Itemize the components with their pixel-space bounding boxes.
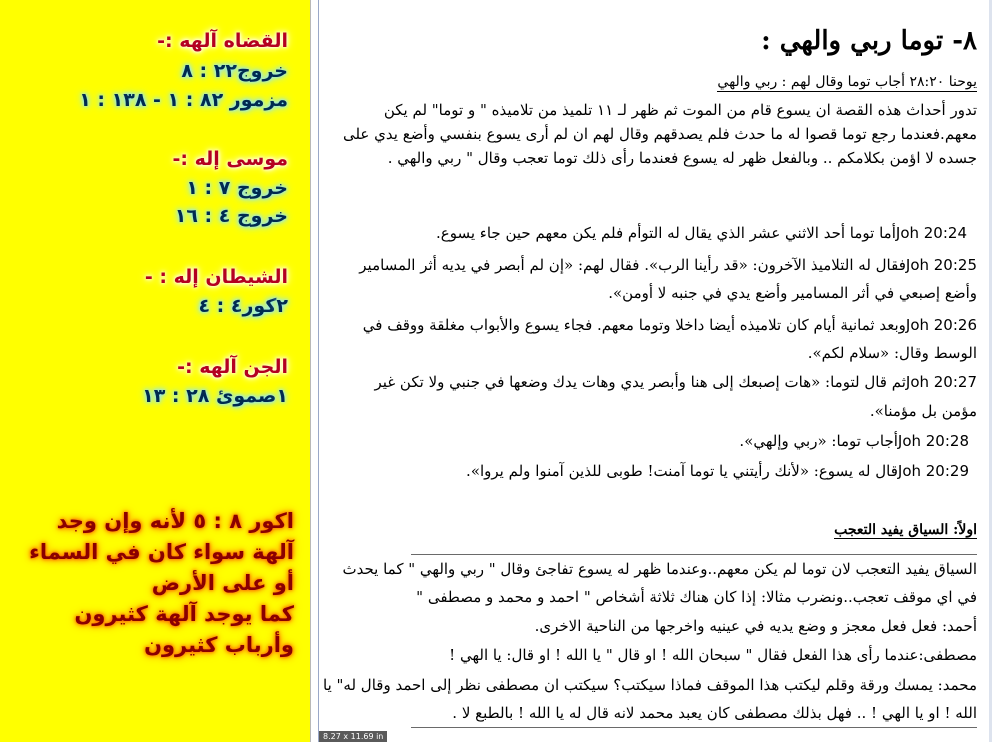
verse-line bbox=[436, 224, 967, 242]
verse-line bbox=[739, 432, 969, 450]
verse-ref: Joh 20:29 bbox=[897, 462, 969, 480]
sidebar-panel bbox=[0, 0, 311, 742]
quote-line: اكور ٨ : ٥ لأنه وإن وجد bbox=[56, 509, 294, 533]
body-line: مصطفى:عندما رأى هذا الفعل فقال " سبحان الله ! او قال " يا الله ! او قال: يا الهي ! bbox=[449, 646, 977, 664]
intro-line: جسده لا اؤمن بكلامكم .. وبالفعل ظهر له يسوع فعندما رأى ذلك توما تعجب وقال " ربي والهي . bbox=[387, 149, 977, 167]
verse-text: ثم قال لتوما: «هات إصبعك إلى هنا وأبصر يدي وهات يدك وضعها في جنبي ولا تكن غير bbox=[374, 373, 906, 391]
body-line: السياق يفيد التعجب لان توما لم يكن معهم..وعندما ظهر له يسوع تفاجئ وقال " ربي والهي " كما يحدث bbox=[342, 560, 977, 578]
verse-text: فقال له التلاميذ الآخرون: «قد رأينا الرب». فقال لهم: «إن لم أبصر في يديه أثر المسامير bbox=[359, 256, 906, 274]
quote-line: كما يوجد آلهة كثيرون bbox=[74, 602, 294, 626]
body-block bbox=[411, 554, 977, 728]
verse-line bbox=[466, 462, 969, 480]
verse-text: قال له يسوع: «لأنك رأيتني يا توما آمنت! طوبى للذين آمنوا ولم يروا». bbox=[466, 462, 898, 480]
document-subheading: يوحنا ٢٨:٢٠ أجاب توما وقال لهم : ربي والهي bbox=[717, 74, 977, 90]
sidebar-ref: مزمور ٨٢ : ١ - ١٣٨ : ١ bbox=[79, 89, 288, 111]
document-title: ٨- توما ربي والهي : bbox=[761, 26, 977, 56]
intro-line: تدور أحداث هذه القصة ان يسوع قام من الموت ثم ظهر لـ ١١ تلميذ من تلاميذه " و توما" لم يكن bbox=[383, 101, 977, 119]
sidebar-heading-moses: موسى إله :- bbox=[172, 148, 288, 170]
sidebar-ref: خروج ٧ : ١ bbox=[186, 177, 288, 199]
verse-line bbox=[363, 316, 977, 334]
body-line: أحمد: فعل فعل معجز و وضع يديه في عينيه واخرجها من الناحية الاخرى. bbox=[534, 617, 977, 635]
quote-line: وأرباب كثيرون bbox=[144, 633, 294, 657]
sidebar-ref: خروج ٤ : ١٦ bbox=[174, 205, 288, 227]
sidebar-heading-jinn: الجن آلهه :- bbox=[177, 356, 288, 378]
body-line: في اي موقف تعجب..ونضرب مثالا: إذا كان هناك ثلاثة أشخاص " احمد و محمد و مصطفى " bbox=[416, 588, 977, 606]
section-heading: اولاً: السياق يفيد التعجب bbox=[834, 522, 977, 538]
verse-line bbox=[375, 373, 977, 391]
verse-ref: Joh 20:25 bbox=[905, 256, 977, 274]
sidebar-heading-judges: القضاه آلهه :- bbox=[157, 30, 288, 52]
verse-line-cont: وأضع إصبعي في أثر المسامير وأضع يدي في جنبه لا أومن». bbox=[608, 284, 977, 302]
intro-line: معهم.فعندما رجع توما قصوا له ما حدث فلم يصدقهم وقال لهم ان لم أرى يسوع بنفسي وأضع يدي على bbox=[342, 125, 977, 143]
verse-ref: Joh 20:24 bbox=[895, 224, 967, 242]
verse-text: وبعد ثمانية أيام كان تلاميذه أيضا داخلا وتوما معهم. فجاء يسوع والأبواب مغلقة ووقف في bbox=[362, 316, 906, 334]
verse-text: أما توما أحد الاثني عشر الذي يقال له التوأم فلم يكن معهم حين جاء يسوع. bbox=[436, 224, 896, 242]
verse-ref: Joh 20:26 bbox=[905, 316, 977, 334]
verse-ref: Joh 20:28 bbox=[897, 432, 969, 450]
sidebar-heading-satan: الشيطان إله : - bbox=[144, 266, 288, 288]
page-size-indicator: 8.27 x 11.69 in bbox=[319, 731, 387, 742]
sidebar-quote bbox=[4, 506, 294, 661]
body-line: محمد: يمسك ورقة وقلم ليكتب هذا الموقف فماذا سيكتب؟ سيكتب ان مصطفى نظر إلى احمد وقال له" يا bbox=[323, 676, 977, 694]
verse-line bbox=[359, 256, 977, 274]
quote-line: أو على الأرض bbox=[151, 571, 294, 595]
sidebar-ref: ٢كور٤ : ٤ bbox=[198, 295, 288, 317]
quote-line: آلهة سواء كان في السماء bbox=[29, 540, 294, 564]
document-page[interactable] bbox=[318, 0, 992, 742]
verse-line-cont: الوسط وقال: «سلام لكم». bbox=[807, 344, 977, 362]
verse-line-cont: مؤمن بل مؤمنا». bbox=[869, 402, 977, 420]
verse-ref: Joh 20:27 bbox=[905, 373, 977, 391]
sidebar-ref: خروج٢٢ : ٨ bbox=[181, 60, 288, 82]
sidebar-ref: ١صموئ ٢٨ : ١٣ bbox=[142, 385, 288, 407]
verse-text: أجاب توما: «ربي وإلهي». bbox=[739, 432, 898, 450]
body-line: الله ! او يا الهي ! .. فهل بذلك مصطفى كان يعبد محمد لانه قال له يا الله ! بالطبع لا . bbox=[452, 704, 977, 722]
